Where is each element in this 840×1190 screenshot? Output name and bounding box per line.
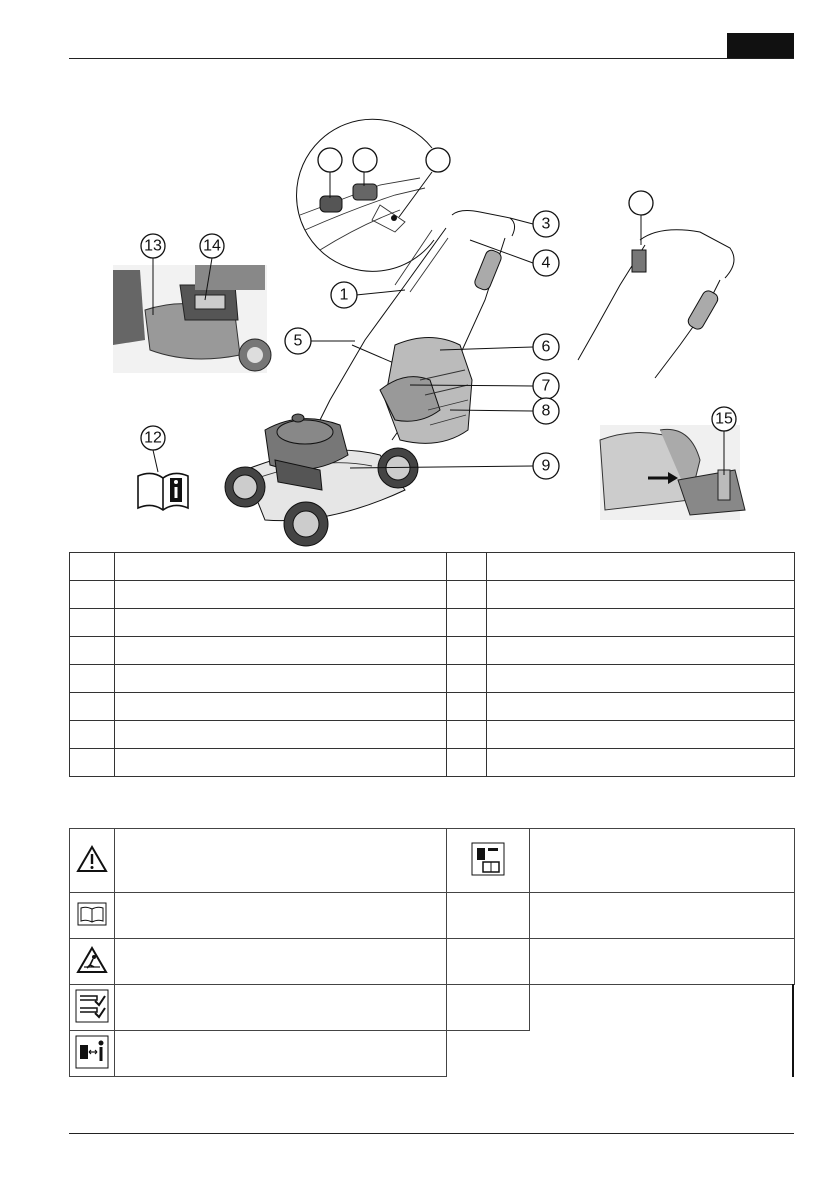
table-row [70, 749, 795, 777]
symbols-table [69, 828, 795, 1077]
margin-bar [792, 984, 794, 1077]
grass-catcher-photo [113, 258, 271, 373]
footer-rule [69, 1133, 794, 1134]
callout-14: 14 [203, 237, 221, 255]
callout-15: 15 [715, 410, 733, 428]
callout-6: 6 [541, 338, 551, 356]
table-row [70, 609, 795, 637]
lawnmower-figure [0, 0, 840, 560]
instructions-check-icon [70, 985, 115, 1031]
parts-table [69, 552, 795, 777]
table-row [70, 693, 795, 721]
table-row [70, 829, 795, 893]
thrown-objects-warning-icon [70, 939, 115, 985]
handle-switch-detail [578, 215, 734, 378]
callout-4: 4 [541, 254, 551, 272]
read-manual-icon [70, 893, 115, 939]
table-row [70, 1031, 795, 1077]
callout-13: 13 [144, 237, 162, 255]
callout-12: 12 [144, 429, 162, 447]
mulch-plug-photo [600, 425, 745, 520]
callout-3: 3 [541, 215, 551, 233]
lawnmower-illustration [225, 211, 533, 546]
callout-5: 5 [293, 332, 303, 350]
table-row [70, 721, 795, 749]
callout-8: 8 [541, 402, 551, 420]
callout-9: 9 [541, 457, 551, 475]
table-row [70, 553, 795, 581]
callout-7: 7 [541, 377, 551, 395]
table-row [70, 637, 795, 665]
warning-triangle-icon [70, 829, 115, 893]
table-row [70, 893, 795, 939]
table-row [70, 665, 795, 693]
handle-detail-inset [297, 119, 434, 271]
service-tool-icon [447, 829, 530, 893]
table-row [70, 985, 795, 1031]
manual-book-info-icon [138, 450, 188, 510]
inset-callouts [318, 148, 450, 172]
keep-distance-icon [70, 1031, 115, 1077]
photo-callouts-left [141, 234, 224, 258]
callout-1: 1 [339, 286, 349, 304]
table-row [70, 939, 795, 985]
table-row [70, 581, 795, 609]
